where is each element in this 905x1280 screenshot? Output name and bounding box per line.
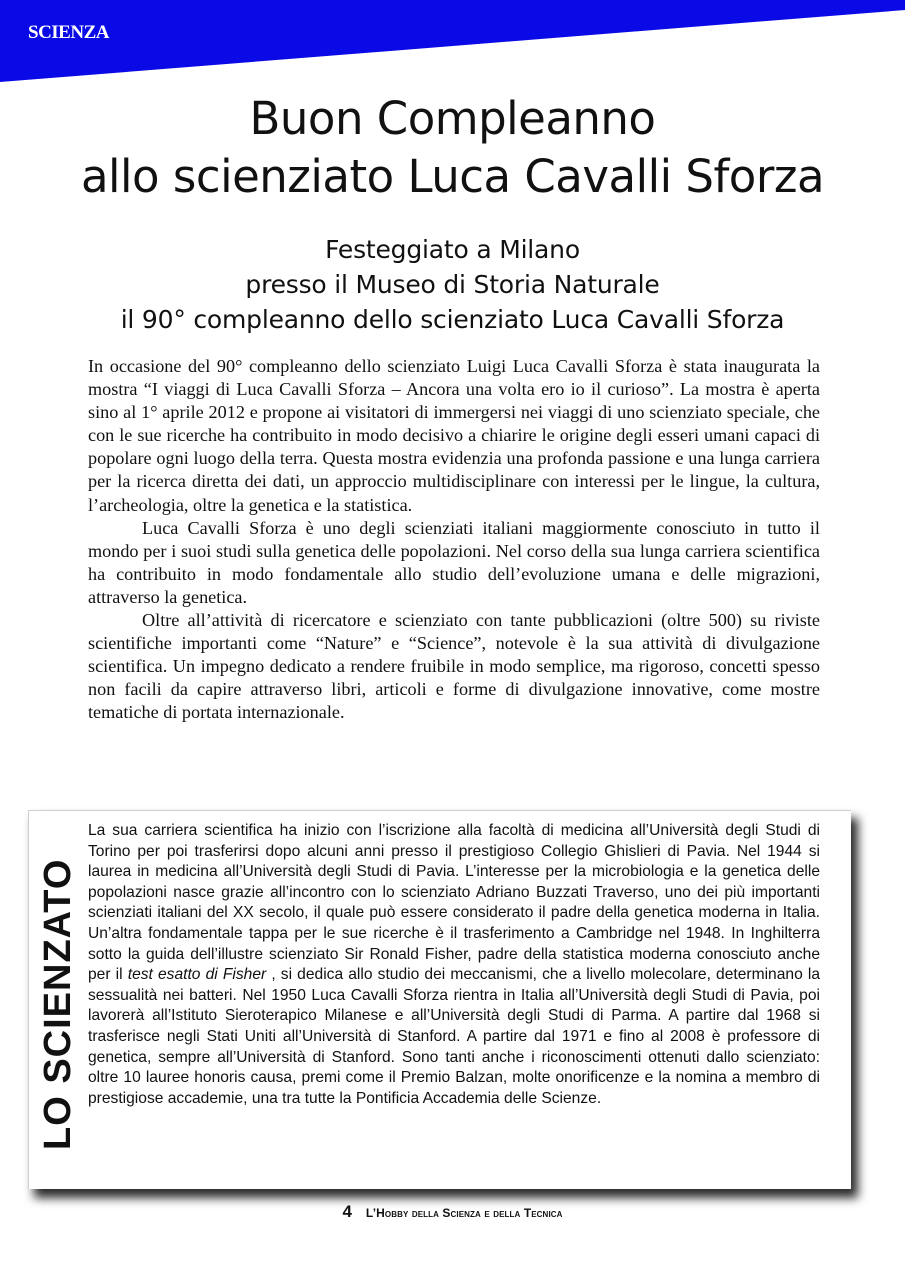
box-text-italic: test esatto di Fisher xyxy=(127,966,267,984)
article-subtitle xyxy=(0,232,905,337)
banner-shape xyxy=(0,0,905,82)
title-line-1: Buon Compleanno xyxy=(249,92,656,145)
article-body xyxy=(88,355,820,725)
box-text-after: , si dedica allo studio dei meccanismi, che a livello molecolare, determinano la sessualità nei batteri. Nel 1950 Luca Cavalli Sforza rientra in Italia all’Università degli Studi di Pavia, poi lavorerà all’Istituto Sieroterapico Milanese e all’Università degli Studi di Parma. A partire dal 1968 si trasferisce negli Stati Uniti all’Università di Stanford. A partire dal 1971 e fino al 2008 è professore di genetica, sempre all’Università di Stanford. Sono tanti anche i riconoscimenti ottenuti dallo scienziato: oltre 10 lauree honoris causa, premi come il Premio Balzan, molte onorificenze e la nomina a membro di prestigiose accademie, una tra tutte la Pontificia Accademia delle Scienze. xyxy=(88,966,821,1107)
page-number: 4 xyxy=(342,1202,352,1221)
subtitle-line-2: presso il Museo di Storia Naturale xyxy=(245,270,660,299)
page-footer xyxy=(0,1202,905,1222)
paragraph-3: Oltre all’attività di ricercatore e scienziato con tante pubblicazioni (oltre 500) su riviste scientifiche importanti come “Nature” e “Science”, notevole è la sua attività di divulgazione scientifica. Un impegno dedicato a rendere fruibile in modo semplice, ma rigoroso, concetti spesso non facili da capire attraverso libri, articoli e forme di divulgazione innovative, come mostre tematiche di portata internazionale. xyxy=(88,610,820,723)
subtitle-line-3: il 90° compleanno dello scienziato Luca Cavalli Sforza xyxy=(120,305,785,334)
article-title xyxy=(0,90,905,206)
title-line-2: allo scienziato Luca Cavalli Sforza xyxy=(80,150,825,203)
sidebar-box-label: LO SCIENZATO xyxy=(37,858,79,1150)
header-banner xyxy=(0,0,905,82)
publication-name: L’Hobby della Scienza e della Tecnica xyxy=(365,1206,563,1220)
paragraph-1: In occasione del 90° compleanno dello scienziato Luigi Luca Cavalli Sforza è stata inaugurata la mostra “I viaggi di Luca Cavalli Sforza – Ancora una volta ero io il curioso”. La mostra è aperta sino al 1° aprile 2012 e propone ai visitatori di immergersi nei viaggi di uno scienziato speciale, che con le sue ricerche ha contribuito in modo decisivo a chiarire le origine degli esseri umani capaci di popolare ogni luogo della terra. Questa mostra evidenzia una profonda passione e una lunga carriera per la ricerca diretta dei dati, un approccio multidisciplinare con interessi per le lingue, la cultura, l’archeologia, oltre la genetica e la statistica. xyxy=(88,356,820,515)
sidebar-box-text xyxy=(88,821,820,1109)
box-paragraph xyxy=(88,821,820,1109)
box-text-before: La sua carriera scientifica ha inizio con l’iscrizione alla facoltà di medicina all’Università degli Studi di Torino per poi trasferirsi dopo alcuni anni presso il prestigioso Collegio Ghislieri di Pavia. Nel 1944 si laurea in medicina all’Università degli Studi di Pavia. L’interesse per la microbiologia e la genetica delle popolazioni nasce grazie all’incontro con lo scienziato Adriano Buzzati Traverso, uno dei più importanti scienziati italiani del XX secolo, il quale può essere considerato il padre della genetica moderna in Italia. Un’altra fondamentale tappa per le sue ricerche è il trasferimento a Cambridge nel 1948. In Inghilterra sotto la guida dell’illustre scienziato Sir Ronald Fisher, padre della statistica moderna conosciuto anche per il xyxy=(88,822,820,984)
section-label: SCIENZA xyxy=(28,22,109,43)
subtitle-line-1: Festeggiato a Milano xyxy=(325,235,580,264)
paragraph-2: Luca Cavalli Sforza è uno degli scienziati italiani maggiormente conosciuto in tutto il mondo per i suoi studi sulla genetica delle popolazioni. Nel corso della sua lunga carriera scientifica ha contribuito in modo fondamentale allo studio dell’evoluzione umana e delle migrazioni, attraverso la genetica. xyxy=(88,517,820,607)
